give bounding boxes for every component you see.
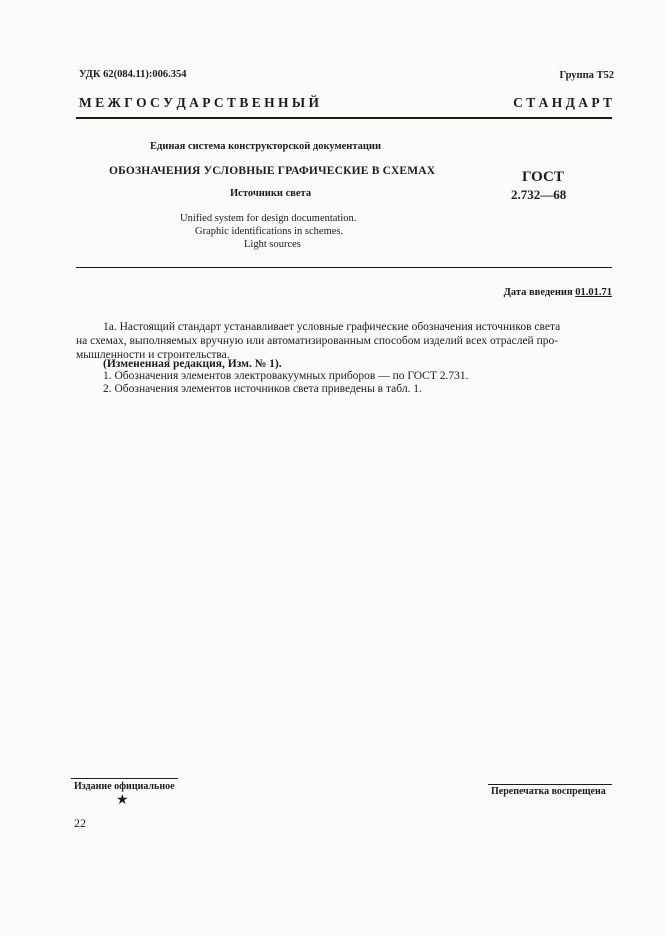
- document-title: ОБОЗНАЧЕНИЯ УСЛОВНЫЕ ГРАФИЧЕСКИЕ В СХЕМАХ: [109, 165, 436, 177]
- middle-divider: [76, 267, 612, 268]
- amendment-note: (Измененная редакция, Изм. № 1).: [103, 358, 282, 370]
- paragraph-1a-line-2: на схемах, выполняемых вручную или автоматизированным способом изделий всех отраслей про-: [76, 335, 559, 347]
- esk-heading: Единая система конструкторской документации: [150, 141, 381, 152]
- english-title-line-3: Light sources: [244, 239, 301, 250]
- english-title-line-2: Graphic identifications in schemes.: [195, 226, 344, 237]
- effective-date-label: Дата введения: [503, 287, 573, 298]
- paragraph-1a-line-3: мышленности и строительства.: [76, 349, 230, 361]
- official-edition-label: Издание официальное: [74, 781, 175, 792]
- group-code: Группа Т52: [559, 70, 614, 81]
- reprint-prohibited-label: Перепечатка воспрещена: [491, 786, 606, 797]
- gost-number: 2.732—68: [511, 187, 567, 202]
- udk-code: УДК 62(084.11):006.354: [79, 69, 187, 80]
- interstate-standard-heading: [79, 95, 612, 111]
- reprint-rule: [488, 784, 612, 785]
- effective-date-value: 01.01.71: [575, 287, 612, 298]
- paragraph-1a-line-1: 1а. Настоящий стандарт устанавливает условные графические обозначения источников света: [103, 321, 561, 333]
- document-subtitle: Источники света: [230, 188, 312, 199]
- page-number: 22: [74, 816, 86, 830]
- gost-label: ГОСТ: [522, 169, 564, 185]
- effective-date: [504, 287, 612, 298]
- edition-rule: [71, 778, 178, 779]
- star-icon: ★: [116, 793, 129, 808]
- top-divider: [76, 117, 612, 119]
- paragraph-1: 1. Обозначения элементов электровакуумных приборов — по ГОСТ 2.731.: [103, 370, 469, 382]
- paragraph-2: 2. Обозначения элементов источников света приведены в табл. 1.: [103, 383, 422, 395]
- english-title-line-1: Unified system for design documentation.: [180, 213, 357, 224]
- heading-word-interstate: М Е Ж Г О С У Д А Р С Т В Е Н Н Ы Й: [79, 95, 320, 110]
- heading-word-standard: С Т А Н Д А Р Т: [513, 95, 612, 110]
